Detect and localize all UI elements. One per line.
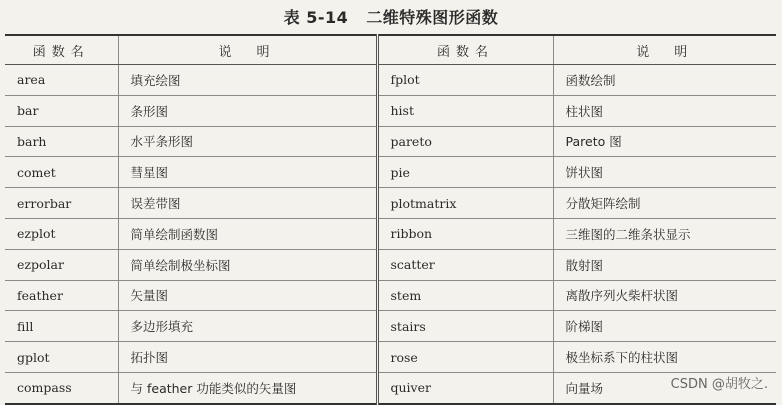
function-name-cell: scatter [377,249,553,280]
description-cell: 水平条形图 [118,126,377,157]
description-cell: 阶梯图 [553,311,776,342]
description-cell: 多边形填充 [118,311,377,342]
description-cell: 彗星图 [118,157,377,188]
function-name-cell: stairs [377,311,553,342]
function-name-cell: ribbon [377,218,553,249]
function-name-cell: comet [5,157,118,188]
description-cell: 柱状图 [553,95,776,126]
function-name-cell: stem [377,280,553,311]
function-name-cell: bar [5,95,118,126]
table-body [5,65,776,404]
function-name-cell: feather [5,280,118,311]
description-cell: 向量场 [553,372,776,403]
description-cell: 简单绘制极坐标图 [118,249,377,280]
description-cell: Pareto 图 [553,126,776,157]
table-row [5,249,776,280]
function-name-cell: ezplot [5,218,118,249]
table-caption [0,5,782,28]
functions-table [5,34,776,405]
watermark: CSDN @胡牧之. [670,377,768,392]
function-name-cell: compass [5,372,118,403]
table-row [5,342,776,373]
function-name-cell: area [5,65,118,96]
function-name-cell: rose [377,342,553,373]
header-function-name-right: 函数名 [377,35,553,65]
function-name-cell: gplot [5,342,118,373]
description-cell: 误差带图 [118,188,377,219]
description-cell: 饼状图 [553,157,776,188]
description-cell: 离散序列火柴杆状图 [553,280,776,311]
description-cell: 填充绘图 [118,65,377,96]
table-row [5,372,776,403]
description-cell: 条形图 [118,95,377,126]
function-name-cell: fill [5,311,118,342]
function-name-cell: barh [5,126,118,157]
description-cell: 分散矩阵绘制 [553,188,776,219]
function-name-cell: fplot [377,65,553,96]
description-cell: 散射图 [553,249,776,280]
function-name-cell: errorbar [5,188,118,219]
description-cell: 与 feather 功能类似的矢量图 [118,372,377,403]
description-cell: 拓扑图 [118,342,377,373]
description-cell: 函数绘制 [553,65,776,96]
header-row [5,35,776,65]
function-name-cell: hist [377,95,553,126]
table-row [5,311,776,342]
table-row [5,188,776,219]
function-name-cell: quiver [377,372,553,403]
table-row [5,95,776,126]
header-description-right: 说 明 [553,35,776,65]
description-cell: 矢量图 [118,280,377,311]
table-row [5,218,776,249]
function-name-cell: pie [377,157,553,188]
function-name-cell: ezpolar [5,249,118,280]
function-name-cell: pareto [377,126,553,157]
table-title: 二维特殊图形函数 [366,8,499,27]
description-cell: 简单绘制函数图 [118,218,377,249]
description-cell: 三维图的二维条状显示 [553,218,776,249]
table-row [5,65,776,96]
header-function-name-left: 函数名 [5,35,118,65]
table-row [5,157,776,188]
description-cell: 极坐标系下的柱状图 [553,342,776,373]
table-row [5,126,776,157]
table-row [5,280,776,311]
header-description-left: 说 明 [118,35,377,65]
table-number: 表 5-14 [283,8,349,27]
function-name-cell: plotmatrix [377,188,553,219]
